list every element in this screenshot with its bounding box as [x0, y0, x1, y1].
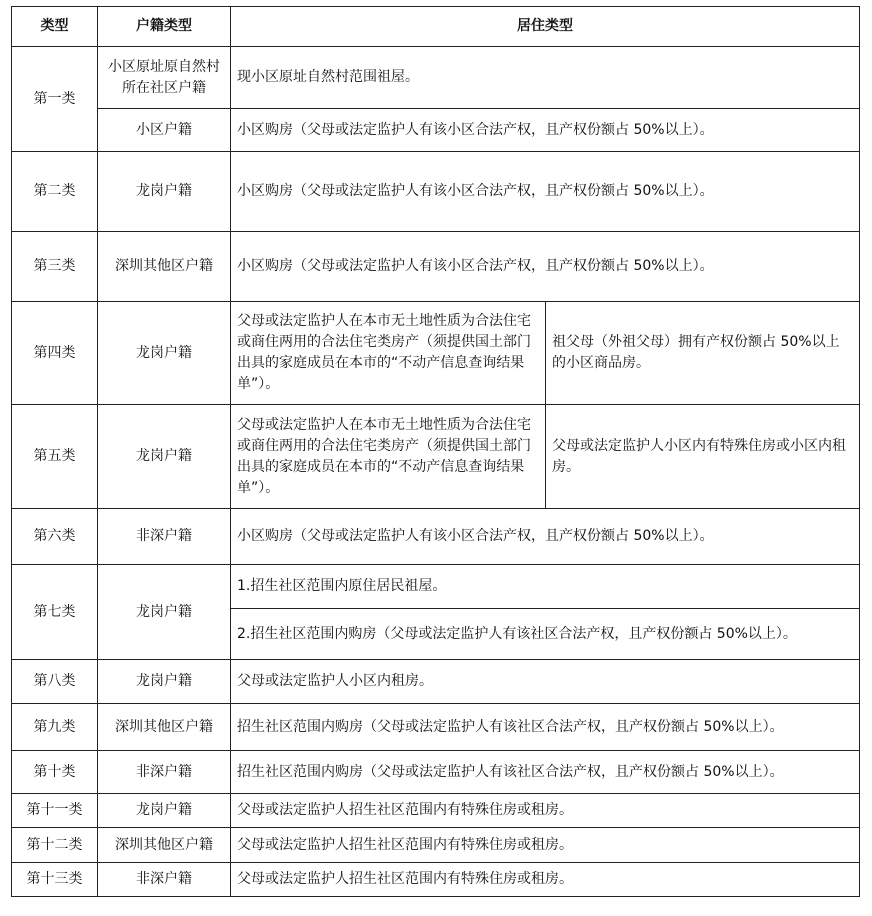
- residence-cell-left: 父母或法定监护人在本市无土地性质为合法住宅或商住两用的合法住宅类房产（须提供国土部门出具的家庭成员在本市的“不动产信息查询结果单”）。: [231, 405, 546, 509]
- table-row: [12, 302, 860, 405]
- table-row: [12, 232, 860, 302]
- category-cell: 第十二类: [12, 828, 98, 863]
- table-row: [12, 152, 860, 232]
- admission-table-container: [11, 6, 860, 897]
- category-cell: 第二类: [12, 152, 98, 232]
- hukou-cell: 非深户籍: [98, 863, 231, 897]
- category-cell: 第三类: [12, 232, 98, 302]
- header-type: 类型: [12, 7, 98, 47]
- hukou-cell: 深圳其他区户籍: [98, 704, 231, 751]
- category-cell: 第八类: [12, 660, 98, 704]
- header-hukou: 户籍类型: [98, 7, 231, 47]
- residence-cell: 招生社区范围内购房（父母或法定监护人有该社区合法产权，且产权份额占 50%以上）。: [231, 751, 860, 794]
- table-row: [12, 751, 860, 794]
- hukou-cell: 龙岗户籍: [98, 565, 231, 660]
- category-cell: 第七类: [12, 565, 98, 660]
- table-row: [12, 47, 860, 109]
- table-row: [12, 509, 860, 565]
- category-cell: 第十类: [12, 751, 98, 794]
- hukou-cell: 龙岗户籍: [98, 660, 231, 704]
- table-row: [12, 565, 860, 609]
- residence-cell: 现小区原址自然村范围祖屋。: [231, 47, 860, 109]
- category-cell: 第五类: [12, 405, 98, 509]
- residence-cell: 2.招生社区范围内购房（父母或法定监护人有该社区合法产权，且产权份额占 50%以上）。: [231, 609, 860, 660]
- category-cell: 第九类: [12, 704, 98, 751]
- table-row: [12, 828, 860, 863]
- category-cell: 第十一类: [12, 794, 98, 828]
- hukou-cell: 龙岗户籍: [98, 302, 231, 405]
- category-cell: 第十三类: [12, 863, 98, 897]
- residence-cell: 父母或法定监护人小区内租房。: [231, 660, 860, 704]
- hukou-cell: 非深户籍: [98, 509, 231, 565]
- residence-cell-right: 父母或法定监护人小区内有特殊住房或小区内租房。: [546, 405, 860, 509]
- residence-cell: 小区购房（父母或法定监护人有该小区合法产权，且产权份额占 50%以上）。: [231, 232, 860, 302]
- category-cell: 第六类: [12, 509, 98, 565]
- table-row: [12, 794, 860, 828]
- table-row: [12, 660, 860, 704]
- hukou-cell: 龙岗户籍: [98, 405, 231, 509]
- residence-cell: 1.招生社区范围内原住居民祖屋。: [231, 565, 860, 609]
- table-row: [12, 863, 860, 897]
- residence-cell: 小区购房（父母或法定监护人有该小区合法产权，且产权份额占 50%以上）。: [231, 509, 860, 565]
- residence-cell: 小区购房（父母或法定监护人有该小区合法产权，且产权份额占 50%以上）。: [231, 109, 860, 152]
- residence-cell: 父母或法定监护人招生社区范围内有特殊住房或租房。: [231, 828, 860, 863]
- hukou-cell: 龙岗户籍: [98, 794, 231, 828]
- category-cell: 第一类: [12, 47, 98, 152]
- header-residence: 居住类型: [231, 7, 860, 47]
- table-row: [12, 109, 860, 152]
- residence-cell: 父母或法定监护人招生社区范围内有特殊住房或租房。: [231, 794, 860, 828]
- residence-cell: 父母或法定监护人招生社区范围内有特殊住房或租房。: [231, 863, 860, 897]
- residence-cell: 招生社区范围内购房（父母或法定监护人有该社区合法产权，且产权份额占 50%以上）。: [231, 704, 860, 751]
- admission-category-table: [11, 6, 860, 897]
- table-row: [12, 704, 860, 751]
- header-row: [12, 7, 860, 47]
- residence-cell-right: 祖父母（外祖父母）拥有产权份额占 50%以上的小区商品房。: [546, 302, 860, 405]
- residence-cell: 小区购房（父母或法定监护人有该小区合法产权，且产权份额占 50%以上）。: [231, 152, 860, 232]
- hukou-cell: 深圳其他区户籍: [98, 232, 231, 302]
- hukou-cell: 小区户籍: [98, 109, 231, 152]
- hukou-cell: 龙岗户籍: [98, 152, 231, 232]
- residence-cell-left: 父母或法定监护人在本市无土地性质为合法住宅或商住两用的合法住宅类房产（须提供国土部门出具的家庭成员在本市的“不动产信息查询结果单”）。: [231, 302, 546, 405]
- hukou-cell: 非深户籍: [98, 751, 231, 794]
- category-cell: 第四类: [12, 302, 98, 405]
- table-row: [12, 405, 860, 509]
- hukou-cell: 深圳其他区户籍: [98, 828, 231, 863]
- hukou-cell: 小区原址原自然村所在社区户籍: [98, 47, 231, 109]
